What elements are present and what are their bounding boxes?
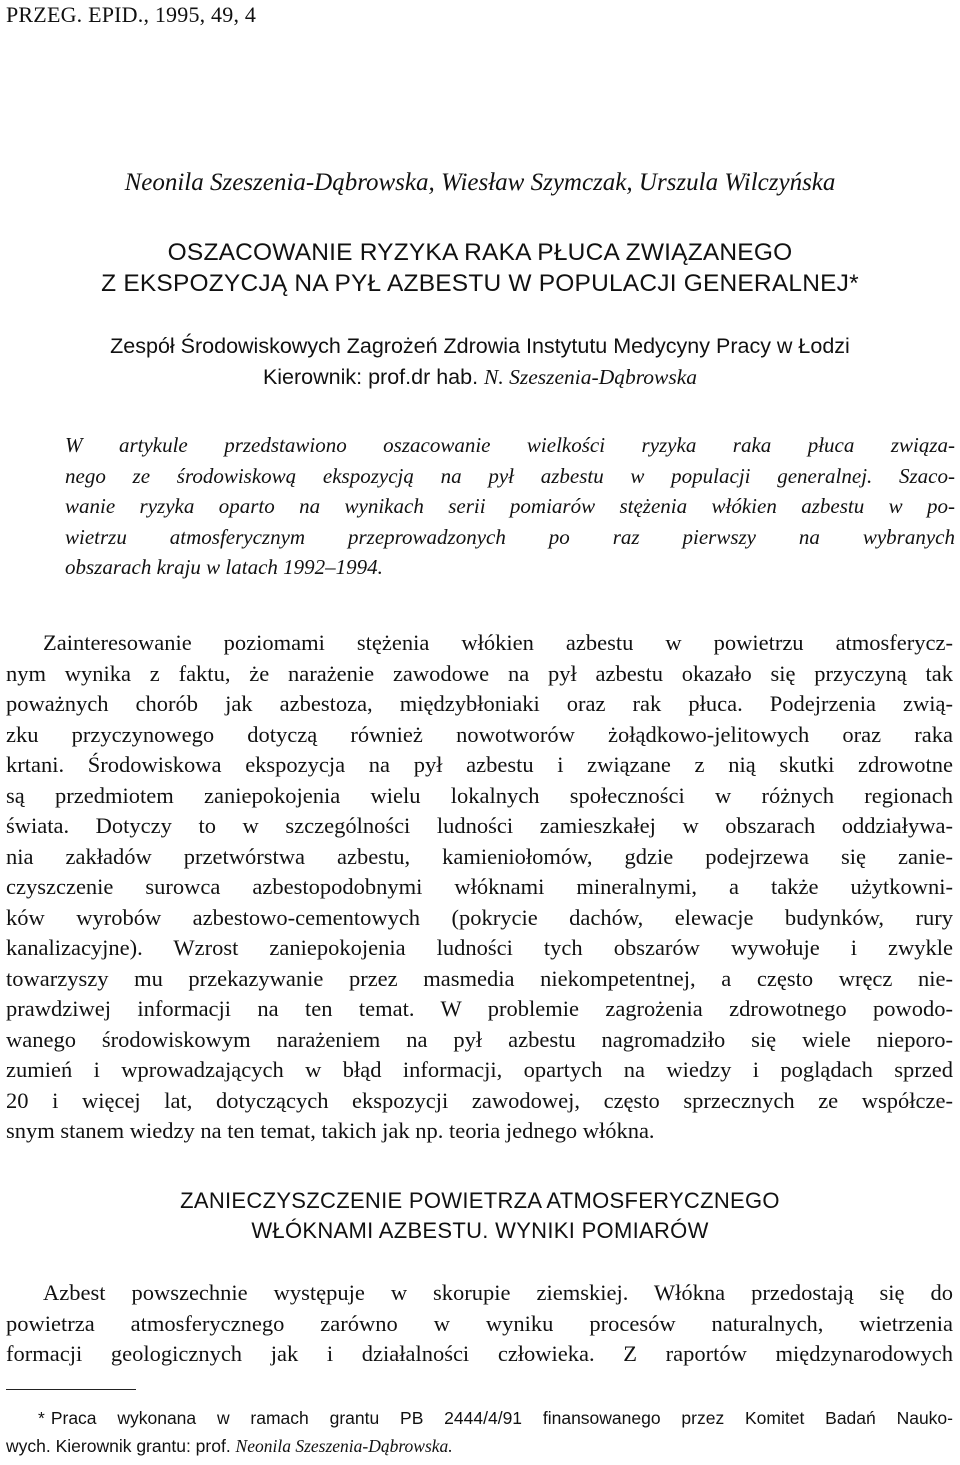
footnote-grant-head-label: wych. Kierownik grantu: prof. — [6, 1436, 236, 1456]
paragraph-line: snym stanem wiedzy na ten temat, takich jak np. teoria jednego włókna. — [6, 1118, 655, 1143]
authors: Neonila Szeszenia-Dąbrowska, Wiesław Szymczak, Urszula Wilczyńska — [124, 169, 836, 196]
section-heading-line-1: ZANIECZYSZCZENIE POWIETRZA ATMOSFERYCZNEGO — [180, 1188, 780, 1213]
paragraph-line: świata. Dotyczy to w szczególności ludności zamieszkałej w obszarach oddziaływa- — [6, 813, 953, 838]
affiliation-head-name: N. Szeszenia-Dąbrowska — [484, 365, 698, 389]
paragraph-asbestos-occurrence — [6, 1278, 953, 1370]
footnote-grant-head-name: Neonila Szeszenia-Dąbrowska. — [235, 1436, 453, 1456]
paragraph-line: poważnych chorób jak azbestoza, międzybłoniaki oraz rak płuca. Podejrzenia zwią- — [6, 691, 953, 716]
footnote — [6, 1404, 953, 1460]
footnote-line-2 — [6, 1432, 953, 1460]
paragraph-line: czyszczenie surowca azbestopodobnymi włóknami mineralnymi, a także użytkowni- — [6, 874, 953, 899]
paragraph-line: zku przyczynowego dotyczą również nowotworów żołądkowo-jelitowych oraz raka — [6, 721, 953, 747]
paragraph-line: są przedmiotem zaniepokojenia wielu lokalnych społeczności w różnych regionach — [6, 782, 953, 808]
footnote-line-1 — [6, 1404, 953, 1432]
paragraph-line: formacji geologicznych jak i działalności człowieka. Z raportów międzynarodowych — [6, 1341, 953, 1366]
paragraph-line: zumień i wprowadzających w błąd informacji, opartych na wiedzy i poglądach sprzed — [6, 1057, 953, 1082]
paragraph-line: Zainteresowanie poziomami stężenia włókien azbestu w powietrzu atmosferycz- — [43, 630, 953, 655]
paragraph-line: Azbest powszechnie występuje w skorupie ziemskiej. Włókna przedostają się do — [43, 1280, 953, 1305]
abstract-line: W artykule przedstawiono oszacowanie wielkości ryzyka raka płuca związa- — [65, 433, 955, 457]
section-heading — [0, 1186, 960, 1246]
abstract-line: wanie ryzyka oparto na wynikach serii pomiarów stężenia włókien azbestu w po- — [65, 494, 955, 518]
affiliation-head — [0, 362, 960, 393]
affiliation-head-label: Kierownik: prof.dr hab. — [262, 365, 485, 389]
title-line-1: OSZACOWANIE RYZYKA RAKA PŁUCA ZWIĄZANEGO — [167, 239, 793, 266]
paragraph-line: 20 i więcej lat, dotyczących ekspozycji zawodowej, często sprzecznych ze współcze- — [6, 1087, 953, 1113]
paragraph-line: nym wynika z faktu, że narażenie zawodowe na pył azbestu okazało się przyczyną tak — [6, 660, 953, 686]
abstract — [65, 430, 955, 583]
paragraph-line: powietrza atmosferycznego zarówno w wyniku procesów naturalnych, wietrzenia — [6, 1310, 953, 1336]
paragraph-line: prawdziwej informacji na ten temat. W problemie zagrożenia zdrowotnego powodo- — [6, 996, 953, 1021]
paragraph-introduction — [6, 628, 953, 1147]
paragraph-line: towarzyszy mu przekazywanie przez masmedia niekompetentnej, a często wręcz nie- — [6, 965, 953, 991]
abstract-line: wietrzu atmosferycznym przeprowadzonych po raz pierwszy na wybranych — [65, 524, 955, 549]
footnote-divider — [6, 1389, 136, 1390]
affiliation — [0, 331, 960, 393]
abstract-line: nego ze środowiskową ekspozycją na pył azbestu w populacji generalnej. Szaco- — [65, 463, 955, 488]
section-heading-line-2: WŁÓKNAMI AZBESTU. WYNIKI POMIARÓW — [251, 1218, 709, 1243]
footnote-text: Praca wykonana w ramach grantu PB 2444/4/91 finansowanego przez Komitet Badań Nauko- — [50, 1408, 953, 1428]
affiliation-unit: Zespół Środowiskowych Zagrożeń Zdrowia Instytutu Medycyny Pracy w Łodzi — [110, 334, 850, 358]
paragraph-line: kanalizacyjne). Wzrost zaniepokojenia ludności tych obszarów wywołuje i zwykle — [6, 935, 953, 960]
paragraph-line: nia zakładów przetwórstwa azbestu, kamieniołomów, gdzie podejrzewa się zanie- — [6, 843, 953, 869]
abstract-line: obszarach kraju w latach 1992–1994. — [65, 555, 383, 579]
footnote-mark: * — [38, 1408, 45, 1428]
paragraph-line: wanego środowiskowym narażeniem na pył azbestu nagromadziło się wiele nieporo- — [6, 1026, 953, 1052]
paragraph-line: ków wyrobów azbestowo-cementowych (pokrycie dachów, elewacje budynków, rury — [6, 904, 953, 930]
title-line-2: Z EKSPOZYCJĄ NA PYŁ AZBESTU W POPULACJI GENERALNEJ* — [101, 270, 859, 297]
paragraph-line: krtani. Środowiskowa ekspozycja na pył azbestu i związane z nią skutki zdrowotne — [6, 752, 953, 777]
article-title — [0, 237, 960, 299]
running-head: PRZEG. EPID., 1995, 49, 4 — [6, 2, 257, 27]
